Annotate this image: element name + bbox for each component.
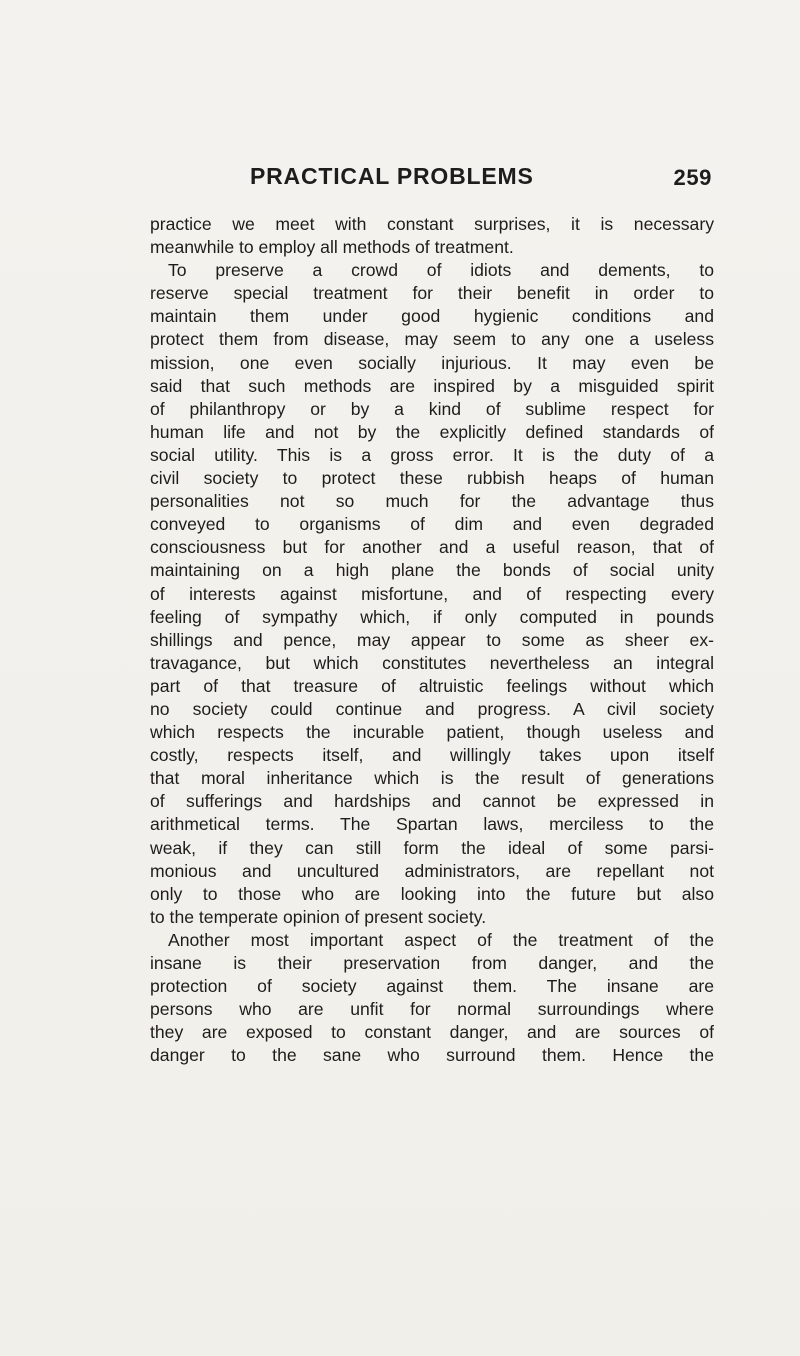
text-line: protection of society against them. The insane are	[150, 976, 714, 997]
text-line: weak, if they can still form the ideal of some parsi-	[150, 837, 714, 858]
text-line: monious and uncultured administrators, are repellant not	[150, 860, 714, 881]
text-line: arithmetical terms. The Spartan laws, merciless to the	[150, 814, 714, 835]
text-line: they are exposed to constant danger, and are sources of	[150, 1022, 714, 1043]
text-line: part of that treasure of altruistic feelings without which	[150, 675, 714, 696]
text-line: of interests against misfortune, and of respecting every	[150, 583, 714, 604]
text-line: travagance, but which constitutes nevertheless an integral	[150, 652, 714, 673]
text-line: maintaining on a high plane the bonds of social unity	[150, 560, 714, 581]
text-line: of philanthropy or by a kind of sublime respect for	[150, 398, 714, 419]
text-line: no society could continue and progress. A civil society	[150, 698, 714, 719]
text-line: that moral inheritance which is the result of generations	[150, 768, 714, 789]
page-number: 259	[673, 165, 712, 190]
text-line: insane is their preservation from danger, and the	[150, 953, 714, 973]
paragraph-start-line: To preserve a crowd of idiots and dements, to	[168, 260, 714, 281]
text-line: mission, one even socially injurious. It may even be	[150, 352, 714, 373]
text-line: civil society to protect these rubbish heaps of human	[150, 468, 714, 489]
text-line: only to those who are looking into the future but also	[150, 883, 714, 904]
text-line: to the temperate opinion of present society.	[150, 906, 487, 927]
text-line: personalities not so much for the advantage thus	[150, 491, 714, 512]
paragraph-start-line: Another most important aspect of the treatment of the	[168, 929, 714, 950]
body-text	[150, 213, 714, 1067]
text-line: human life and not by the explicitly defined standards of	[150, 421, 714, 442]
text-line: costly, respects itself, and willingly takes upon itself	[150, 745, 714, 766]
text-line: consciousness but for another and a useful reason, that of	[150, 537, 714, 558]
text-line: of sufferings and hardships and cannot be expressed in	[150, 791, 714, 812]
running-header	[148, 160, 712, 194]
text-line: said that such methods are inspired by a misguided spirit	[150, 375, 714, 396]
text-line: reserve special treatment for their benefit in order to	[150, 283, 714, 304]
text-line: practice we meet with constant surprises, it is necessary	[150, 214, 714, 234]
text-line: conveyed to organisms of dim and even degraded	[150, 514, 714, 535]
text-line: persons who are unfit for normal surroundings where	[150, 999, 714, 1020]
text-line: feeling of sympathy which, if only computed in pounds	[150, 606, 714, 627]
text-line: maintain them under good hygienic conditions and	[150, 306, 714, 327]
text-line: meanwhile to employ all methods of treatment.	[150, 237, 514, 258]
text-line: social utility. This is a gross error. It is the duty of a	[150, 444, 714, 465]
text-line: shillings and pence, may appear to some as sheer ex-	[150, 629, 714, 650]
running-title: PRACTICAL PROBLEMS	[250, 163, 534, 189]
text-line: which respects the incurable patient, though useless and	[150, 722, 714, 743]
text-line: protect them from disease, may seem to any one a useless	[150, 329, 714, 350]
text-line: danger to the sane who surround them. Hence the	[150, 1045, 714, 1066]
